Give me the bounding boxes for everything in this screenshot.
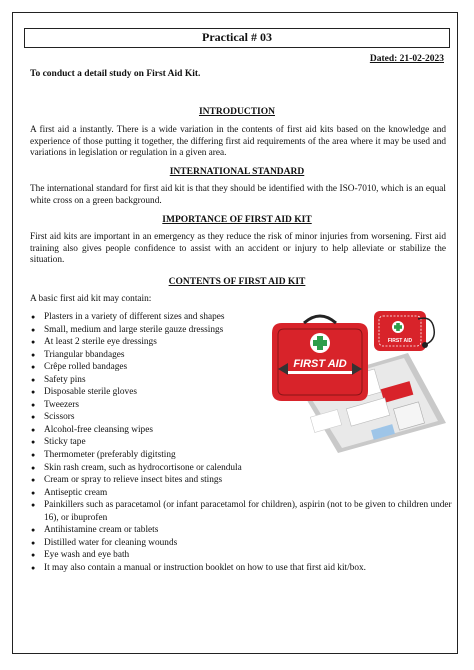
list-item [30,386,274,399]
list-item-text: Antihistamine cream or tablets [44,525,159,536]
bullet-icon: ● [31,551,36,560]
list-item [30,562,460,575]
list-item-text: Skin rash cream, such as hydrocortisone or calendula [44,462,242,473]
bag-handle [304,316,336,323]
bullet-icon: ● [31,501,36,510]
list-item-text: Triangular bbandages [44,349,125,360]
list-item [30,524,460,537]
standard-heading: INTERNATIONAL STANDARD [169,167,305,177]
list-item [30,474,460,487]
list-item-text: Plasters in a variety of different sizes and shapes [44,312,225,322]
list-item [30,374,274,387]
bullet-icon: ● [31,338,36,347]
bullet-icon: ● [31,388,36,397]
standard-text: The international standard for first aid kit is that they should be identified with the ISO-7010, which is an equal white cross on a green background. [30,184,446,206]
list-item [30,324,274,337]
list-item [30,361,274,374]
bullet-icon: ● [31,526,36,535]
bullet-icon: ● [31,350,36,359]
list-item-text: Sticky tape [44,437,86,448]
list-item-text: At least 2 sterile eye dressings [44,337,157,348]
list-item-text: Alcohol-free cleansing wipes [44,424,153,435]
list-item [30,424,274,437]
list-item-text: Thermometer (preferably digitsting [44,450,176,461]
list-item [30,336,274,349]
list-item [30,449,274,462]
list-item [30,462,460,475]
bullet-icon: ● [31,451,36,460]
bullet-icon: ● [31,438,36,447]
bullet-icon: ● [31,538,36,547]
bullet-icon: ● [31,325,36,334]
list-item-text: Small, medium and large sterile gauze dressings [44,324,224,335]
first-aid-kit-image [268,305,448,455]
list-item [30,411,274,424]
list-item-text: Safety pins [44,374,86,385]
bullet-icon: ● [31,488,36,497]
importance-heading: IMPORTANCE OF FIRST AID KIT [162,215,312,225]
list-item [30,549,460,562]
list-item [30,349,274,362]
contents-intro: A basic first aid kit may contain: [30,294,152,304]
bullet-icon: ● [31,463,36,472]
bullet-icon: ● [31,563,36,572]
bullet-icon: ● [31,425,36,434]
list-item [30,311,274,324]
bullet-icon: ● [31,400,36,409]
list-item-text: Eye wash and eye bath [44,550,130,561]
aim-statement: To conduct a detail study on First Aid Kit. [30,69,201,79]
main-bag-label: FIRST AID [293,358,347,370]
introduction-text: A first aid a instantly. There is a wide variation in the contents of first aid kits based on the knowledge and experience of those putting it together, the differing first aid requirements of the area where it may be used and variations in legislation or regulation in a given area. [30,125,446,159]
small-pouch-label: FIRST AID [387,338,413,344]
contents-heading: CONTENTS OF FIRST AID KIT [168,277,306,287]
list-item-text: Distilled water for cleaning wounds [44,537,178,548]
bullet-icon: ● [31,413,36,422]
list-item-text: Tweezers [44,399,79,410]
bullet-icon: ● [31,313,36,321]
introduction-heading: INTRODUCTION [198,107,275,117]
list-item [30,537,460,550]
list-item-text: Antiseptic cream [44,487,108,498]
bullet-icon: ● [31,375,36,384]
list-item [30,399,274,412]
list-item-text: Cream or spray to relieve insect bites and stings [44,475,223,486]
list-item-text: Painkillers such as paracetamol (or infant paracetamol for children), aspirin (not to be given to children under 16), or ibuprofen [44,500,452,523]
list-item-text: Disposable sterile gloves [44,387,137,398]
page-title: Practical # 03 [24,28,450,48]
list-item [30,436,274,449]
date-label: Dated: 21-02-2023 [369,54,444,64]
list-item-text: Crêpe rolled bandages [44,362,128,373]
bullet-icon: ● [31,476,36,485]
importance-text: First aid kits are important in an emergency as they reduce the risk of minor injuries from worsening. First aid training also gives people confidence to assist with an accident or injury to help alleviate or stabilize the situation. [30,232,446,266]
bullet-icon: ● [31,363,36,372]
list-item [30,499,460,524]
list-item [30,487,460,500]
list-item-text: It may also contain a manual or instruction booklet on how to use that first aid kit/box. [44,562,366,573]
list-item-text: Scissors [44,412,75,423]
